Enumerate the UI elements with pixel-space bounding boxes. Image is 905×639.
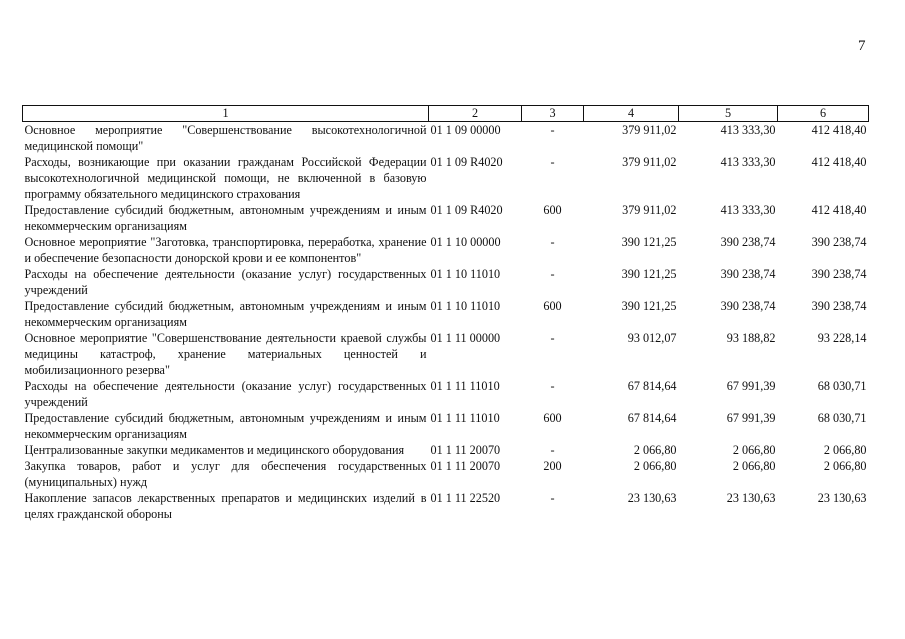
row-value-3: 390 238,74 xyxy=(811,267,867,281)
row-name: Закупка товаров, работ и услуг для обеспечения государственных (муниципальных) нужд xyxy=(24,459,427,489)
row-expense-type: 600 xyxy=(543,411,562,425)
row-value-1: 2 066,80 xyxy=(633,443,677,457)
row-name: Основное мероприятие "Совершенствование деятельности краевой службы медицины катастроф, хранение материальных ценностей и мобилизационного резерва" xyxy=(24,331,427,377)
row-value-1: 390 121,25 xyxy=(621,235,677,249)
row-name: Централизованные закупки медикаментов и медицинского оборудования xyxy=(24,443,405,457)
row-name: Предоставление субсидий бюджетным, автономным учреждениям и иным некоммерческим организациям xyxy=(24,411,427,441)
row-expense-type: - xyxy=(550,379,555,393)
header-cell: 5 xyxy=(679,106,778,122)
row-value-3: 93 228,14 xyxy=(817,331,867,345)
row-value-1: 2 066,80 xyxy=(633,459,677,473)
row-code: 01 1 09 00000 xyxy=(430,123,501,137)
row-expense-type: - xyxy=(550,123,555,137)
row-name: Расходы на обеспечение деятельности (оказание услуг) государственных учреждений xyxy=(24,379,427,409)
row-expense-type: 600 xyxy=(543,203,562,217)
row-code: 01 1 11 00000 xyxy=(430,331,501,345)
table-row xyxy=(23,122,869,155)
row-value-2: 390 238,74 xyxy=(720,299,776,313)
row-value-1: 67 814,64 xyxy=(627,411,677,425)
header-cell: 1 xyxy=(23,106,429,122)
row-value-3: 412 418,40 xyxy=(811,203,867,217)
row-expense-type: - xyxy=(550,491,555,505)
row-expense-type: - xyxy=(550,331,555,345)
page-number: 7 xyxy=(858,38,866,54)
row-value-2: 2 066,80 xyxy=(732,459,776,473)
row-value-2: 413 333,30 xyxy=(720,203,776,217)
row-value-3: 390 238,74 xyxy=(811,235,867,249)
header-cell: 4 xyxy=(584,106,679,122)
table-row xyxy=(23,442,869,458)
row-value-1: 379 911,02 xyxy=(622,155,677,169)
table-row xyxy=(23,458,869,490)
row-value-1: 390 121,25 xyxy=(621,299,677,313)
row-name: Предоставление субсидий бюджетным, автономным учреждениям и иным некоммерческим организациям xyxy=(24,203,427,233)
table-row xyxy=(23,378,869,410)
row-value-3: 390 238,74 xyxy=(811,299,867,313)
row-code: 01 1 09 R4020 xyxy=(430,203,503,217)
row-value-1: 23 130,63 xyxy=(627,491,677,505)
row-code: 01 1 09 R4020 xyxy=(430,155,503,169)
row-expense-type: - xyxy=(550,443,555,457)
table-row xyxy=(23,202,869,234)
row-value-1: 379 911,02 xyxy=(622,203,677,217)
row-code: 01 1 10 00000 xyxy=(430,235,501,249)
row-value-2: 67 991,39 xyxy=(726,411,776,425)
row-expense-type: - xyxy=(550,235,555,249)
row-value-2: 390 238,74 xyxy=(720,235,776,249)
row-name: Основное мероприятие "Заготовка, транспортировка, переработка, хранение и обеспечение безопасности донорской крови и ее компонентов" xyxy=(24,235,427,265)
row-value-2: 413 333,30 xyxy=(720,155,776,169)
row-value-1: 390 121,25 xyxy=(621,267,677,281)
row-value-2: 413 333,30 xyxy=(720,123,776,137)
row-name: Расходы, возникающие при оказании гражданам Российской Федерации высокотехнологичной медицинской помощи, не включенной в базовую программу обязательного медицинского страхования xyxy=(24,155,427,201)
row-expense-type: - xyxy=(550,155,555,169)
row-value-2: 23 130,63 xyxy=(726,491,776,505)
row-expense-type: 200 xyxy=(543,459,562,473)
row-value-3: 23 130,63 xyxy=(817,491,867,505)
row-value-3: 412 418,40 xyxy=(811,155,867,169)
row-code: 01 1 11 11010 xyxy=(430,379,500,393)
budget-table xyxy=(22,105,869,522)
table-row xyxy=(23,410,869,442)
row-expense-type: 600 xyxy=(543,299,562,313)
row-code: 01 1 10 11010 xyxy=(430,299,501,313)
row-value-2: 93 188,82 xyxy=(726,331,776,345)
row-name: Накопление запасов лекарственных препаратов и медицинских изделий в целях гражданской обороны xyxy=(24,491,427,521)
row-value-2: 390 238,74 xyxy=(720,267,776,281)
row-value-1: 93 012,07 xyxy=(627,331,677,345)
table-row xyxy=(23,266,869,298)
row-code: 01 1 11 11010 xyxy=(430,411,500,425)
header-cell: 2 xyxy=(429,106,522,122)
table-row xyxy=(23,490,869,522)
table-header-row xyxy=(23,106,869,122)
row-value-3: 68 030,71 xyxy=(817,411,867,425)
row-value-3: 2 066,80 xyxy=(823,443,867,457)
row-name: Расходы на обеспечение деятельности (оказание услуг) государственных учреждений xyxy=(24,267,427,297)
table-row xyxy=(23,154,869,202)
row-expense-type: - xyxy=(550,267,555,281)
table-row xyxy=(23,330,869,378)
row-value-1: 67 814,64 xyxy=(627,379,677,393)
row-code: 01 1 11 20070 xyxy=(430,443,501,457)
row-code: 01 1 11 20070 xyxy=(430,459,501,473)
table-row xyxy=(23,298,869,330)
header-cell: 6 xyxy=(778,106,869,122)
row-value-2: 67 991,39 xyxy=(726,379,776,393)
row-value-3: 412 418,40 xyxy=(811,123,867,137)
table-row xyxy=(23,234,869,266)
row-value-2: 2 066,80 xyxy=(732,443,776,457)
row-name: Основное мероприятие "Совершенствование высокотехнологичной медицинской помощи" xyxy=(24,123,427,153)
row-value-3: 2 066,80 xyxy=(823,459,867,473)
row-code: 01 1 10 11010 xyxy=(430,267,501,281)
row-value-3: 68 030,71 xyxy=(817,379,867,393)
row-name: Предоставление субсидий бюджетным, автономным учреждениям и иным некоммерческим организациям xyxy=(24,299,427,329)
header-cell: 3 xyxy=(522,106,584,122)
row-code: 01 1 11 22520 xyxy=(430,491,501,505)
row-value-1: 379 911,02 xyxy=(622,123,677,137)
